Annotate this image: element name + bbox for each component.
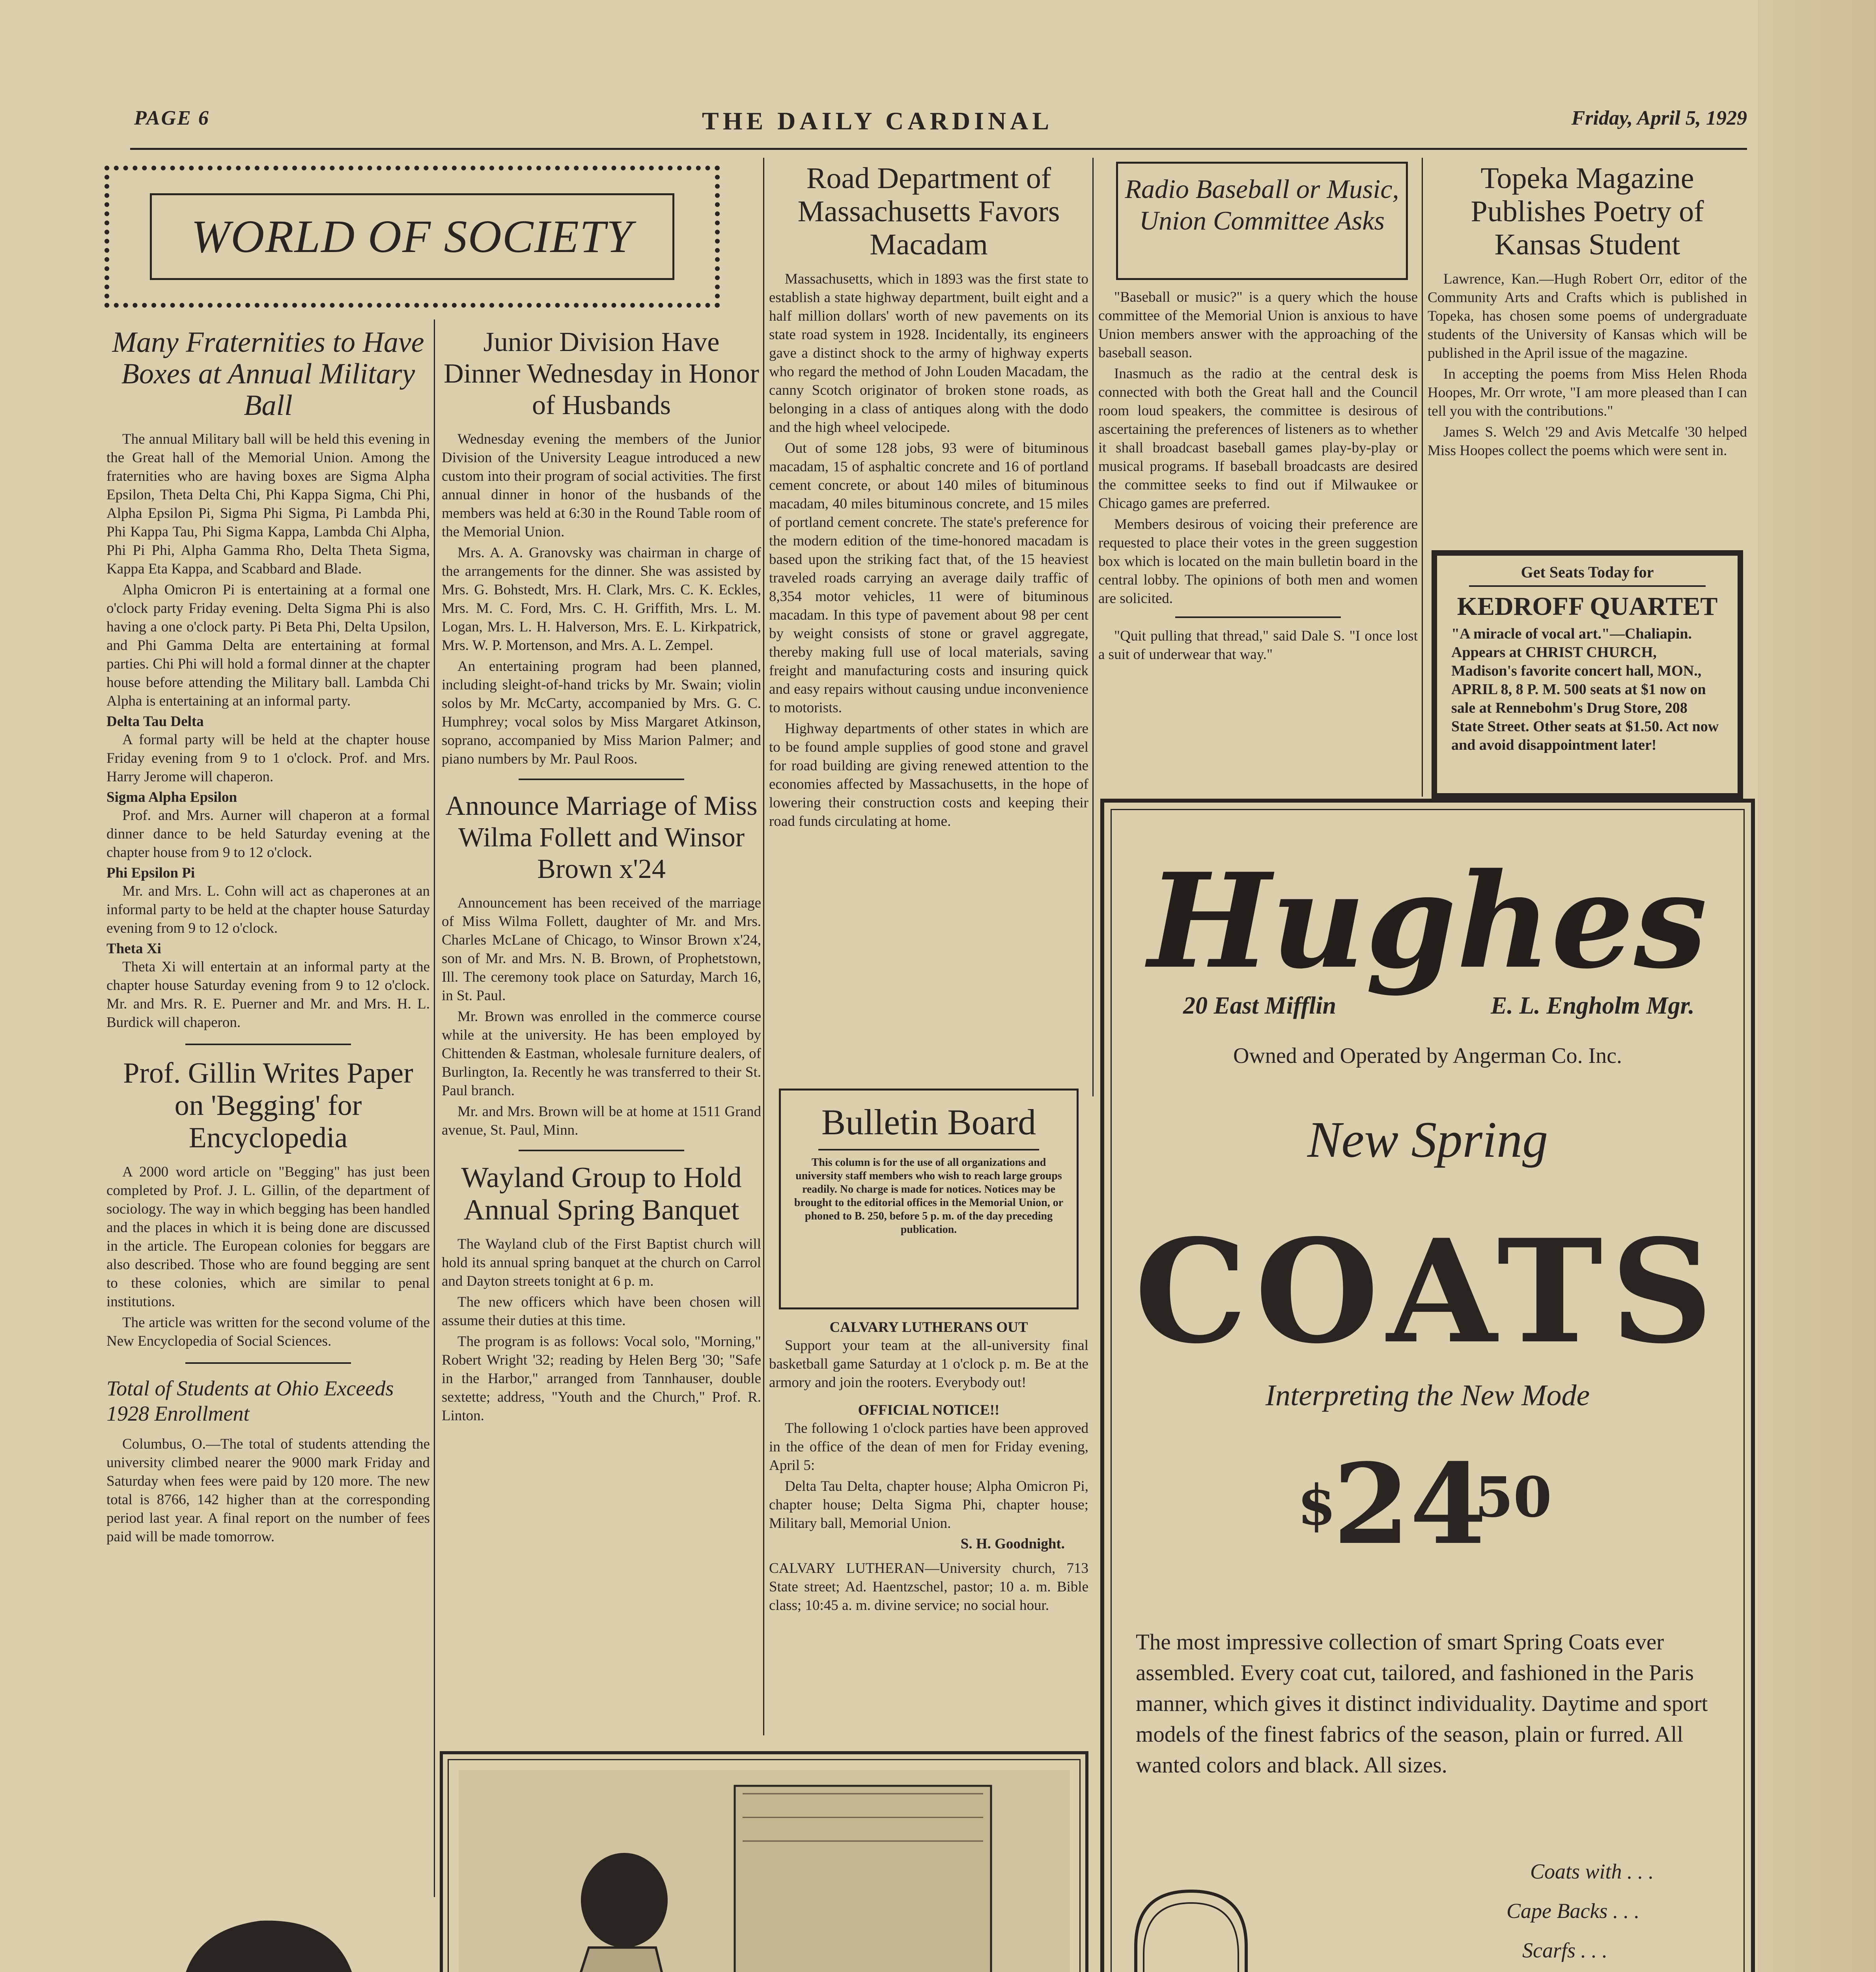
junior-division-para-2: Mrs. A. A. Granovsky was chairman in charge of the arrangements for the dinner. She was assisted by Mrs. G. Bohstedt, Mrs. H. Clark, Mrs. C. K. Eckles, Mrs. M. C. Ford, Mrs. C. H. Griffith, Mrs. L. M. Logan, Mrs. L. H. Halverson, Mrs. E. L. Kirkpatrick, Mrs. W. P. Mortenson, and Mrs. A. L. Zempel. — [442, 545, 761, 654]
radio-column — [1098, 288, 1418, 812]
gillin-headline: Prof. Gillin Writes Paper on 'Begging' for Encyclopedia — [123, 1057, 413, 1154]
radio-para-3: Members desirous of voicing their preference are requested to place their votes in the green suggestion box which is located on the main bulletin board in the central lobby. The opinions of both men and women are solicited. — [1098, 516, 1418, 607]
divider — [185, 1044, 351, 1045]
coats-headline: COATS — [1134, 1208, 1721, 1375]
official-notice-head: OFFICIAL NOTICE!! — [858, 1402, 1000, 1418]
page-margin — [1758, 0, 1876, 1972]
hughes-copy: The most impressive collection of smart Spring Coats ever assembled. Every coat cut, tailored, and fashioned in the Paris manner, which gives it distinct individuality. Daytime and sport models of the finest fabrics of the season, plain or furred. All wanted colors and black. All sizes. — [1136, 1630, 1708, 1778]
tx-subhead: Theta Xi — [106, 941, 161, 957]
masthead-rule — [130, 148, 1747, 150]
coats-with-item: Scarfs . . . — [1522, 1938, 1607, 1962]
column-rule — [763, 158, 764, 1735]
coats-with-item: Cape Backs . . . — [1506, 1899, 1640, 1923]
road-headline: Road Department of Massachusetts Favors Macadam — [797, 162, 1060, 261]
tx-para: Theta Xi will entertain at an informal party at the chapter house Saturday evening from 9 to 12 o'clock. Mr. and Mrs. R. E. Puerner and Mr. and Mrs. H. L. Burdick will chaperon. — [106, 959, 430, 1031]
wayland-para-2: The new officers which have been chosen will assume their duties at this time. — [442, 1294, 761, 1329]
official-notice-signature: S. H. Goodnight. — [960, 1536, 1065, 1552]
fraternities-para-1: The annual Military ball will be held this evening in the Great hall of the Memorial Union. Among the fraternities who are having boxes are Sigma Alpha Epsilon, Theta Delta Chi, Phi Kappa Sigma, Chi Phi, Alpha Epsilon Pi, Sigma Phi Sigma, Pi Lambda Phi, Phi Kappa Tau, Phi Sigma Kappa, Lambda Chi Alpha, Phi Pi Phi, Alpha Gamma Rho, Delta Theta Sigma, Kappa Eta Kappa, and Scabbard and Blade. — [106, 431, 430, 577]
calvary-lutheran-para: CALVARY LUTHERAN—University church, 713 State street; Ad. Haentzschel, pastor; 10 a. m. Bible class; 10:45 a. m. divine service; no social hour. — [769, 1560, 1088, 1613]
divider — [1469, 585, 1706, 587]
sae-subhead: Sigma Alpha Epsilon — [106, 789, 237, 805]
society-banner-title: WORLD OF SOCIETY — [191, 211, 633, 262]
page-number: PAGE 6 — [134, 107, 210, 129]
bulletin-board-title: Bulletin Board — [821, 1102, 1036, 1142]
price — [1282, 1440, 1597, 1576]
fraternities-para-2: Alpha Omicron Pi is entertaining at a formal one o'clock party Friday evening. Delta Sigma Phi is also having a one o'clock party. Pi Beta Phi, Delta Upsilon, and Phi Gamma Delta are entertaining at formal parties. Chi Phi will hold a formal dinner at the chapter house before attending the Military ball. Lambda Chi Alpha is entertaining at an informal party. — [106, 582, 430, 709]
radio-para-2: Inasmuch as the radio at the central desk is connected with both the Great hall and the Council room loud speakers, the committee is desirous of ascertaining the preferences of listeners as to whether it shall broadcast baseball games play-by-play or musical programs. If baseball broadcasts are desired the committee seeks to find out if Milwaukee or Chicago games are preferred. — [1098, 366, 1418, 512]
dtd-subhead: Delta Tau Delta — [106, 713, 204, 730]
kedroff-name: KEDROFF QUARTET — [1457, 592, 1718, 621]
junior-division-para-1: Wednesday evening the members of the Junior Division of the University League introduced a new custom into their program of social activities. The first annual dinner in honor of the husbands of the members was held at 6:30 in the Round Table room of the Memorial Union. — [442, 431, 761, 540]
coats-with-item: Coats with . . . — [1530, 1860, 1654, 1883]
road-para-1: Massachusetts, which in 1893 was the first state to establish a state highway department, built eight and a half million dollars' worth of new pavements on its state road system in 1928. Incidentally, its engineers gave a distinct shock to the army of highway experts who regard the method of John Louden Macadam, the canny Scotch originator of broken stone roads, as belonging in a class of antiques along with the dodo and the high wheel velocipede. — [769, 271, 1088, 435]
road-para-2: Out of some 128 jobs, 93 were of bituminous macadam, 15 of asphaltic concrete and 16 of portland cement concrete, or about 140 miles of bituminous macadam, 40 miles bituminous concrete, and 15 miles of portland cement concrete. The state's preference for the modern edition of the time-honored macadam is based upon the striking fact that, of the 15 heaviest traveled roads carrying an average daily traffic of 8,354 motor vehicles, 11 were of bituminous macadam. In this type of pavement about 98 per cent by weight consists of stone or gravel aggregate, thereby making full use of local materials, saving freight and manufacturing costs and insuring quick and easy repairs without causing undue inconvenience to motorists. — [769, 440, 1088, 716]
calvary-out-para: Support your team at the all-university final basketball game Saturday at 1 o'clock p. m. Be at the armory and join the rooters. Everybody out! — [769, 1337, 1088, 1391]
divider — [519, 1150, 684, 1151]
kedroff-ad — [1432, 550, 1743, 799]
bulletin-column — [769, 1315, 1088, 1737]
radio-headline: Radio Baseball or Music, Union Committee Asks — [1125, 174, 1399, 235]
calvary-out-head: CALVARY LUTHERANS OUT — [829, 1319, 1028, 1335]
wayland-para-3: The program is as follows: Vocal solo, "Morning," Robert Wright '32; reading by Helen Berg '30; "Safe in the Harbor," arranged from Tannhauser, double sextette; address, "Youth and the Church," Prof. R. Linton. — [442, 1333, 761, 1424]
ohio-para: Columbus, O.—The total of students attending the university climbed nearer the 9000 mark Friday and Saturday when fees were paid by 120 more. The new total is 8766, 142 higher than at the corresponding period last year. A final report on the number of fees paid will be made tomorrow. — [106, 1436, 430, 1545]
kedroff-body: "A miracle of vocal art."—Chaliapin. Appears at CHRIST CHURCH, Madison's favorite concert hall, MON., APRIL 8, 8 P. M. 500 seats at $1 now on sale at Rennebohm's Drug Store, 208 State Street. Other seats at $1.50. Act now and avoid disappointment later! — [1451, 626, 1719, 753]
kedroff-top: Get Seats Today for — [1521, 563, 1654, 581]
topeka-para-3: James S. Welch '29 and Avis Metcalfe '30 helped Miss Hoopes collect the poems which were sent in. — [1428, 424, 1747, 459]
bishinger-ad — [106, 1909, 434, 1972]
new-spring: New Spring — [1307, 1111, 1548, 1168]
price-main: 24 — [1333, 1440, 1487, 1569]
divider — [1175, 616, 1341, 618]
wayland-headline: Wayland Group to Hold Annual Spring Banquet — [461, 1162, 742, 1226]
pep-para: Mr. and Mrs. L. Cohn will act as chaperones at an informal party to be held at the chapter house Saturday evening from 9 to 12 o'clock. — [106, 883, 430, 936]
bulletin-board-note: This column is for the use of all organizations and university staff members who wish to reach large groups readily. No charge is made for notices. Notices may be brought to the editorial offices in the Memorial Union, or phoned to B. 250, before 5 p. m. of the day preceding publication. — [794, 1156, 1064, 1236]
wayland-para-1: The Wayland club of the First Baptist church will hold its annual spring banquet at the church on Carrol and Dayton streets tonight at 6 p. m. — [442, 1236, 761, 1289]
radio-para-1: "Baseball or music?" is a query which the house committee of the Memorial Union is anxious to have Union members answer with the approaching of the baseball season. — [1098, 289, 1418, 361]
divider — [185, 1362, 351, 1364]
dtd-para: A formal party will be held at the chapter house Friday evening from 9 to 1 o'clock. Prof. and Mrs. Harry Jerome will chaperon. — [106, 732, 430, 785]
topeka-headline: Topeka Magazine Publishes Poetry of Kansas Student — [1471, 162, 1704, 261]
column-rule — [1422, 158, 1423, 797]
fraternities-headline: Many Fraternities to Have Boxes at Annual Military Ball — [112, 326, 424, 422]
ohio-headline: Total of Students at Ohio Exceeds 1928 Enrollment — [106, 1376, 394, 1425]
marriage-para-3: Mr. and Mrs. Brown will be at home at 1511 Grand avenue, St. Paul, Minn. — [442, 1104, 761, 1138]
official-notice-para-1: The following 1 o'clock parties have been approved in the office of the dean of men for Friday evening, April 5: — [769, 1420, 1088, 1473]
marriage-para-1: Announcement has been received of the marriage of Miss Wilma Follett, daughter of Mr. and Mrs. Charles McLane of Chicago, to Winsor Brown x'24, son of Mr. and Mrs. N. B. Brown, of Prophetstown, Ill. The ceremony took place on Saturday, March 16, in St. Paul. — [442, 895, 761, 1004]
price-cents: 50 — [1475, 1465, 1552, 1530]
topeka-column — [1428, 158, 1747, 540]
cleaning-illustration — [459, 1770, 1070, 1972]
column-rule — [434, 319, 435, 1897]
society-column-2 — [442, 319, 761, 1724]
interpreting-new-mode: Interpreting the New Mode — [1265, 1379, 1590, 1412]
hughes-manager: E. L. Engholm Mgr. — [1491, 992, 1695, 1019]
marriage-headline: Announce Marriage of Miss Wilma Follett and Winsor Brown x'24 — [445, 791, 758, 884]
hughes-ad — [1100, 799, 1755, 1972]
society-column-1 — [106, 319, 430, 1897]
column-rule — [1092, 158, 1094, 1096]
official-notice-para-2: Delta Tau Delta, chapter house; Alpha Omicron Pi, chapter house; Delta Sigma Phi, chapter house; Military ball, Memorial Union. — [769, 1478, 1088, 1531]
society-banner-box — [150, 193, 674, 280]
divider — [519, 779, 684, 780]
issue-date: Friday, April 5, 1929 — [1571, 107, 1747, 129]
gillin-para-1: A 2000 word article on "Begging" has just been completed by Prof. J. L. Gillin, of the department of sociology. The way in which begging has been handled and the places in which it is being done are discussed in the article. The European colonies for beggars are also described. Those who are found begging are sent to these colonies, which are similar to penal institutions. — [106, 1164, 430, 1310]
topeka-para-2: In accepting the poems from Miss Helen Rhoda Hoopes, Mr. Orr wrote, "I am more pleased than I can tell you with the contributions." — [1428, 366, 1747, 419]
hughes-logo: Hughes — [1148, 844, 1708, 997]
masthead — [130, 106, 1747, 142]
radio-quote: "Quit pulling that thread," said Dale S. "I once lost a suit of underwear that way." — [1098, 628, 1418, 663]
emporium-ad — [440, 1751, 1088, 1972]
price-dollar: $ — [1297, 1473, 1336, 1538]
divider — [818, 1149, 1039, 1150]
paper-title: THE DAILY CARDINAL — [702, 107, 1053, 135]
hughes-owned: Owned and Operated by Angerman Co. Inc. — [1233, 1044, 1622, 1068]
radio-headline-box — [1116, 162, 1408, 280]
gillin-para-2: The article was written for the second volume of the New Encyclopedia of Social Sciences. — [106, 1315, 430, 1349]
sae-para: Prof. and Mrs. Aurner will chaperon at a formal dinner dance to be held Saturday evening at the chapter house from 9 to 12 o'clock. — [106, 807, 430, 861]
woman-portrait — [158, 1909, 379, 1972]
junior-division-headline: Junior Division Have Dinner Wednesday in Honor of Husbands — [444, 327, 759, 420]
fashion-illustration — [1120, 1867, 1735, 1972]
topeka-para-1: Lawrence, Kan.—Hugh Robert Orr, editor of the Community Arts and Crafts which is published in Topeka, has chosen some poems of undergraduate students of the University of Kansas which will be published in the April issue of the magazine. — [1428, 271, 1747, 361]
road-column — [769, 158, 1088, 1124]
junior-division-para-3: An entertaining program had been planned, including sleight-of-hand tricks by Mr. Swain; violin solos by Mr. McCarty, accompanied by Mrs. G. C. Humphrey; vocal solos by Miss Margaret Atkinson, soprano, accompanied by Miss Marion Palmer; and piano numbers by Mr. Paul Roos. — [442, 658, 761, 767]
bulletin-board-box — [779, 1089, 1079, 1309]
road-para-3: Highway departments of other states in which are to be found ample supplies of good stone and gravel for road building are giving renewed attention to the economies affected by Massachusetts, in the hope of lowering their construction costs and keeping their road funds circulating at home. — [769, 721, 1088, 829]
marriage-para-2: Mr. Brown was enrolled in the commerce course while at the university. He has been employed by Chittenden & Eastman, wholesale furniture dealers, of Burlington, Ia. Recently he was transferred to their St. Paul branch. — [442, 1008, 761, 1099]
pep-subhead: Phi Epsilon Pi — [106, 865, 195, 881]
hughes-address: 20 East Mifflin — [1183, 992, 1337, 1019]
